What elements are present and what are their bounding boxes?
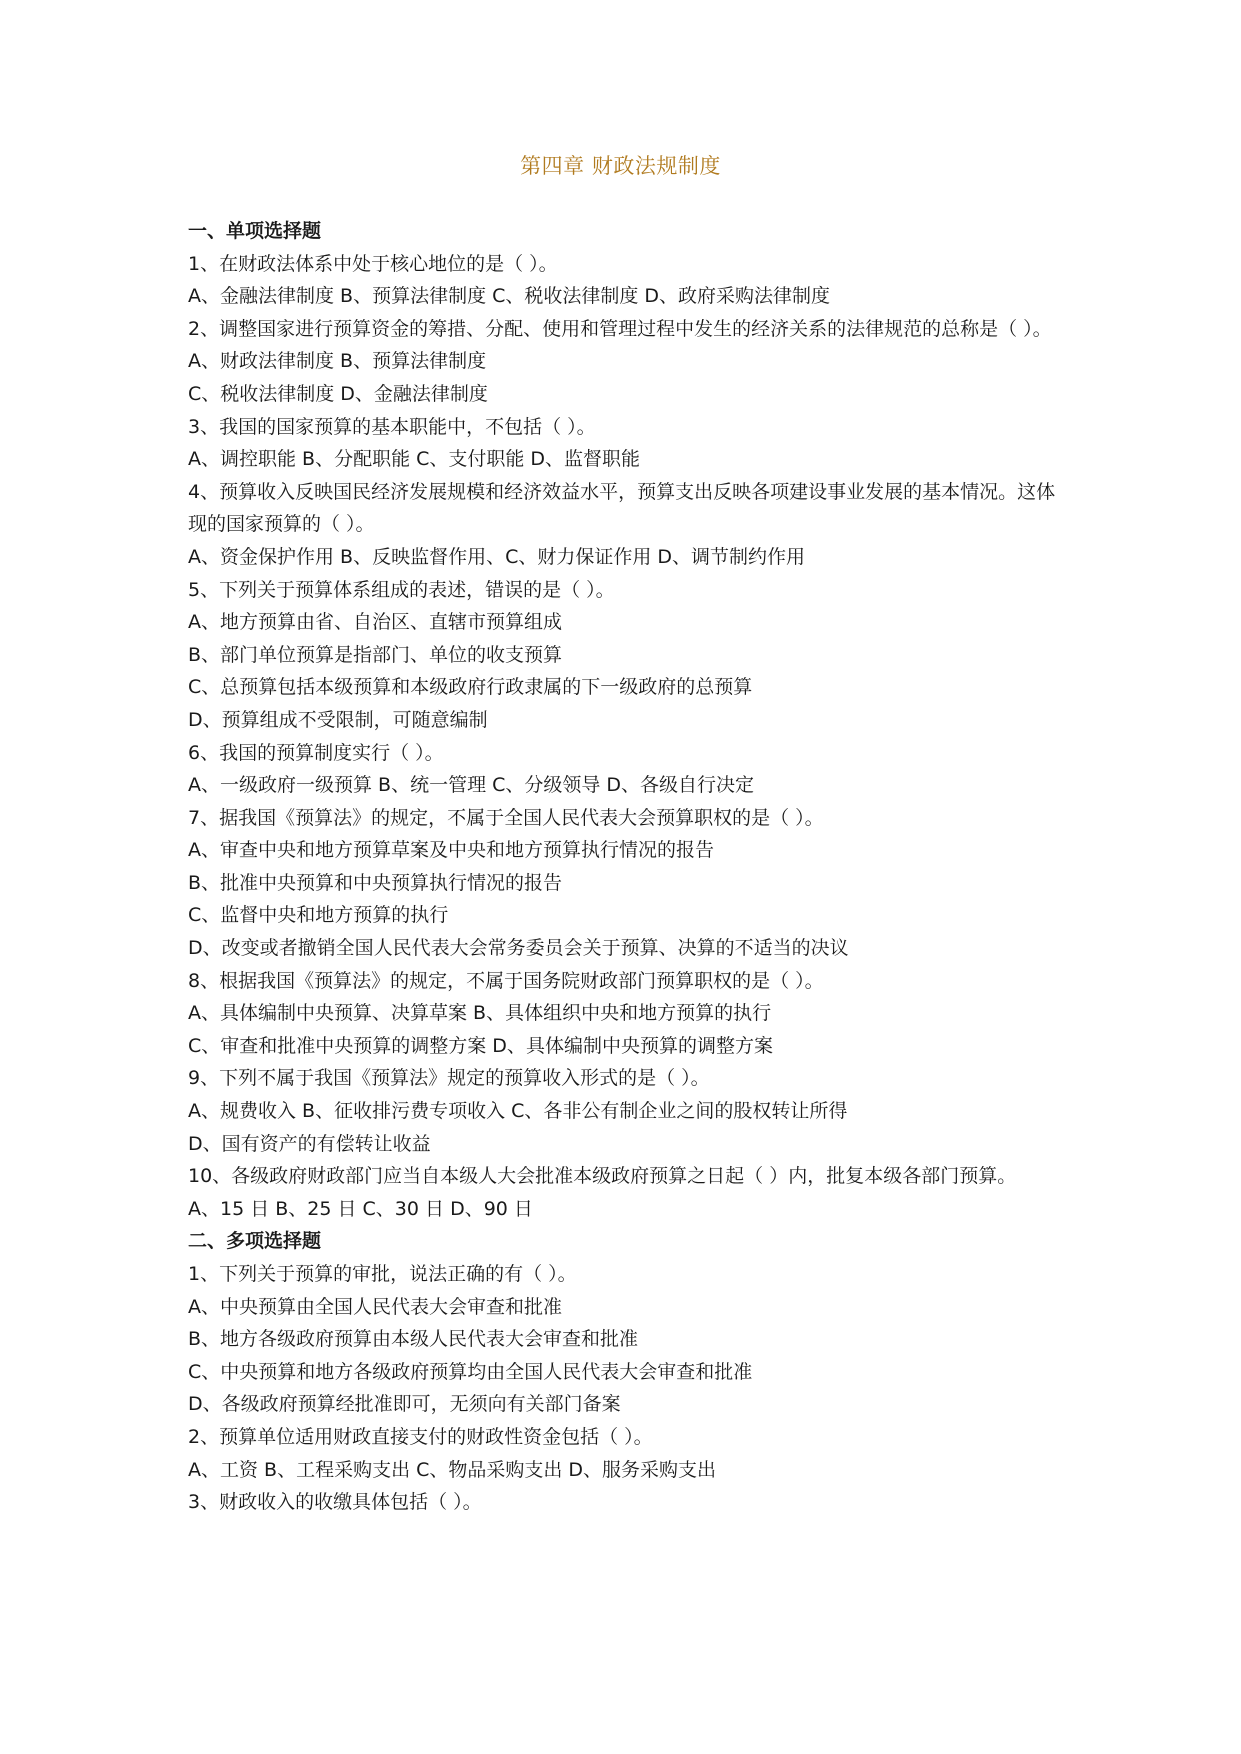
answer-options: B、批准中央预算和中央预算执行情况的报告: [188, 871, 563, 894]
question-text: 8、根据我国《预算法》的规定，不属于国务院财政部门预算职权的是（ ）。: [188, 969, 824, 992]
question-text: 1、在财政法体系中处于核心地位的是（ ）。: [188, 252, 558, 275]
section-heading: 一、单项选择题: [188, 220, 322, 242]
answer-options: A、财政法律制度 B、预算法律制度: [188, 350, 487, 373]
answer-options: C、中央预算和地方各级政府预算均由全国人民代表大会审查和批准: [188, 1360, 753, 1383]
answer-options: A、工资 B、工程采购支出 C、物品采购支出 D、服务采购支出: [188, 1458, 717, 1481]
answer-options: D、预算组成不受限制，可随意编制: [188, 708, 488, 731]
question-text: 3、我国的国家预算的基本职能中，不包括（ ）。: [188, 415, 596, 438]
answer-options: D、各级政府预算经批准即可，无须向有关部门备案: [188, 1393, 621, 1416]
answer-options: B、部门单位预算是指部门、单位的收支预算: [188, 643, 563, 666]
answer-options: A、审查中央和地方预算草案及中央和地方预算执行情况的报告: [188, 839, 714, 862]
question-text: 2、预算单位适用财政直接支付的财政性资金包括（ ）。: [188, 1425, 653, 1448]
answer-options: A、中央预算由全国人民代表大会审查和批准: [188, 1295, 562, 1318]
answer-options: A、资金保护作用 B、反映监督作用、C、财力保证作用 D、调节制约作用: [188, 545, 806, 568]
answer-options: D、国有资产的有偿转让收益: [188, 1132, 431, 1155]
answer-options: A、规费收入 B、征收排污费专项收入 C、各非公有制企业之间的股权转让所得: [188, 1100, 848, 1123]
answer-options: C、审查和批准中央预算的调整方案 D、具体编制中央预算的调整方案: [188, 1034, 773, 1057]
question-text: 1、下列关于预算的审批，说法正确的有（ ）。: [188, 1263, 577, 1285]
answer-options: A、一级政府一级预算 B、统一管理 C、分级领导 D、各级自行决定: [188, 774, 755, 797]
answer-options: A、金融法律制度 B、预算法律制度 C、税收法律制度 D、政府采购法律制度: [188, 285, 831, 308]
question-text: 3、财政收入的收缴具体包括（ ）。: [188, 1491, 482, 1514]
answer-options: A、15 日 B、25 日 C、30 日 D、90 日: [188, 1197, 533, 1220]
question-text: 10、各级政府财政部门应当自本级人大会批准本级政府预算之日起（ ）内，批复本级各部门预算。: [188, 1165, 1017, 1188]
question-text: 4、预算收入反映国民经济发展规模和经济效益水平，预算支出反映各项建设事业发展的基本情况。这体现的国家预算的（ ）。: [188, 480, 1056, 536]
answer-options: C、监督中央和地方预算的执行: [188, 904, 449, 927]
question-text: 2、调整国家进行预算资金的筹措、分配、使用和管理过程中发生的经济关系的法律规范的总称是（ ）。: [188, 317, 1052, 340]
answer-options: D、改变或者撤销全国人民代表大会常务委员会关于预算、决算的不适当的决议: [188, 937, 849, 960]
chapter-title: 第四章 财政法规制度: [520, 154, 721, 178]
answer-options: C、税收法律制度 D、金融法律制度: [188, 382, 488, 405]
question-text: 7、据我国《预算法》的规定，不属于全国人民代表大会预算职权的是（ ）。: [188, 806, 824, 829]
answer-options: C、总预算包括本级预算和本级政府行政隶属的下一级政府的总预算: [188, 676, 753, 699]
question-text: 9、下列不属于我国《预算法》规定的预算收入形式的是（ ）。: [188, 1067, 710, 1090]
question-text: 5、下列关于预算体系组成的表述，错误的是（ ）。: [188, 578, 615, 601]
question-text: 6、我国的预算制度实行（ ）。: [188, 741, 444, 764]
document-body: [188, 215, 1058, 1519]
section-heading: 二、多项选择题: [188, 1230, 322, 1253]
answer-options: A、具体编制中央预算、决算草案 B、具体组织中央和地方预算的执行: [188, 1002, 772, 1025]
answer-options: A、调控职能 B、分配职能 C、支付职能 D、监督职能: [188, 448, 641, 471]
answer-options: B、地方各级政府预算由本级人民代表大会审查和批准: [188, 1328, 639, 1351]
answer-options: A、地方预算由省、自治区、直辖市预算组成: [188, 611, 562, 634]
